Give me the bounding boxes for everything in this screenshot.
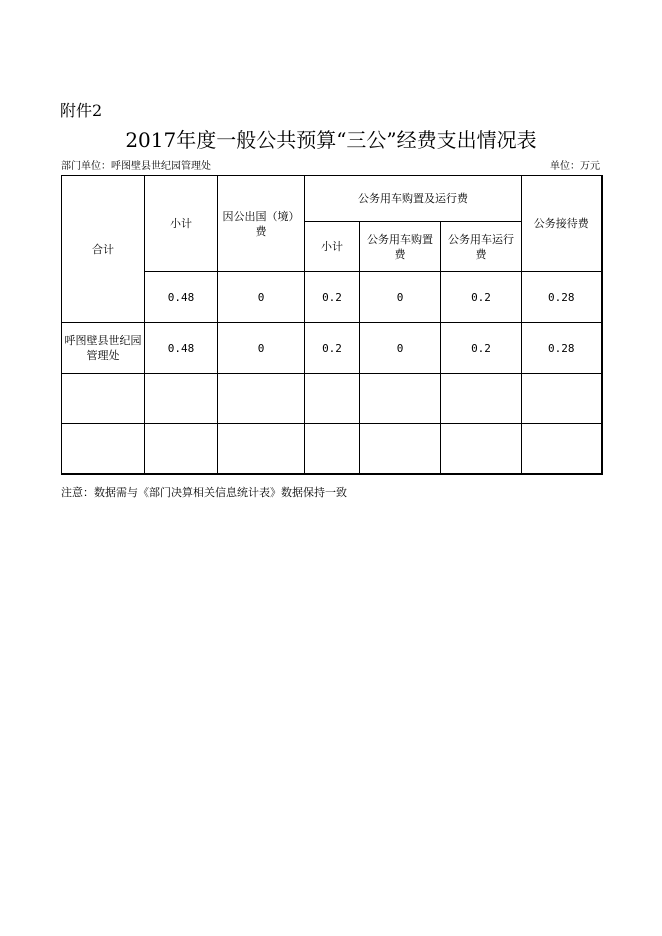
empty-row [62,424,602,474]
total-abroad: 0 [218,272,305,323]
empty-cell [145,374,218,424]
row-name: 呼图壁县世纪园管理处 [62,323,145,374]
empty-cell [441,374,522,424]
footnote: 注意：数据需与《部门决算相关信息统计表》数据保持一致 [61,486,347,499]
attachment-label: 附件2 [60,101,103,120]
total-subtotal: 0.48 [145,272,218,323]
header-total: 合计 [62,176,145,323]
row-vehicle-subtotal: 0.2 [305,323,360,374]
header-vehicle-purchase: 公务用车购置费 [360,222,441,272]
row-abroad: 0 [218,323,305,374]
header-vehicle-operation: 公务用车运行费 [441,222,522,272]
header-vehicle-subtotal: 小计 [305,222,360,272]
header-subtotal: 小计 [145,176,218,272]
total-reception: 0.28 [522,272,602,323]
department-label: 部门单位：呼图壁县世纪园管理处 [61,161,211,172]
header-reception: 公务接待费 [522,176,602,272]
page-title: 2017年度一般公共预算“三公”经费支出情况表 [125,128,537,152]
header-vehicle-group: 公务用车购置及运行费 [305,176,522,222]
empty-cell [62,424,145,474]
empty-cell [305,374,360,424]
row-vehicle-purchase: 0 [360,323,441,374]
empty-cell [441,424,522,474]
row-reception: 0.28 [522,323,602,374]
empty-cell [360,424,441,474]
total-vehicle-purchase: 0 [360,272,441,323]
header-row-1 [62,176,602,222]
empty-row [62,374,602,424]
total-vehicle-operation: 0.2 [441,272,522,323]
header-abroad: 因公出国（境）费 [218,176,305,272]
empty-cell [62,374,145,424]
row-subtotal: 0.48 [145,323,218,374]
row-vehicle-operation: 0.2 [441,323,522,374]
unit-label: 单位：万元 [550,161,600,172]
expense-table [61,175,603,475]
empty-cell [305,424,360,474]
empty-cell [522,424,602,474]
empty-cell [218,374,305,424]
empty-cell [522,374,602,424]
empty-cell [145,424,218,474]
empty-cell [360,374,441,424]
table-row [62,323,602,374]
total-vehicle-subtotal: 0.2 [305,272,360,323]
empty-cell [218,424,305,474]
